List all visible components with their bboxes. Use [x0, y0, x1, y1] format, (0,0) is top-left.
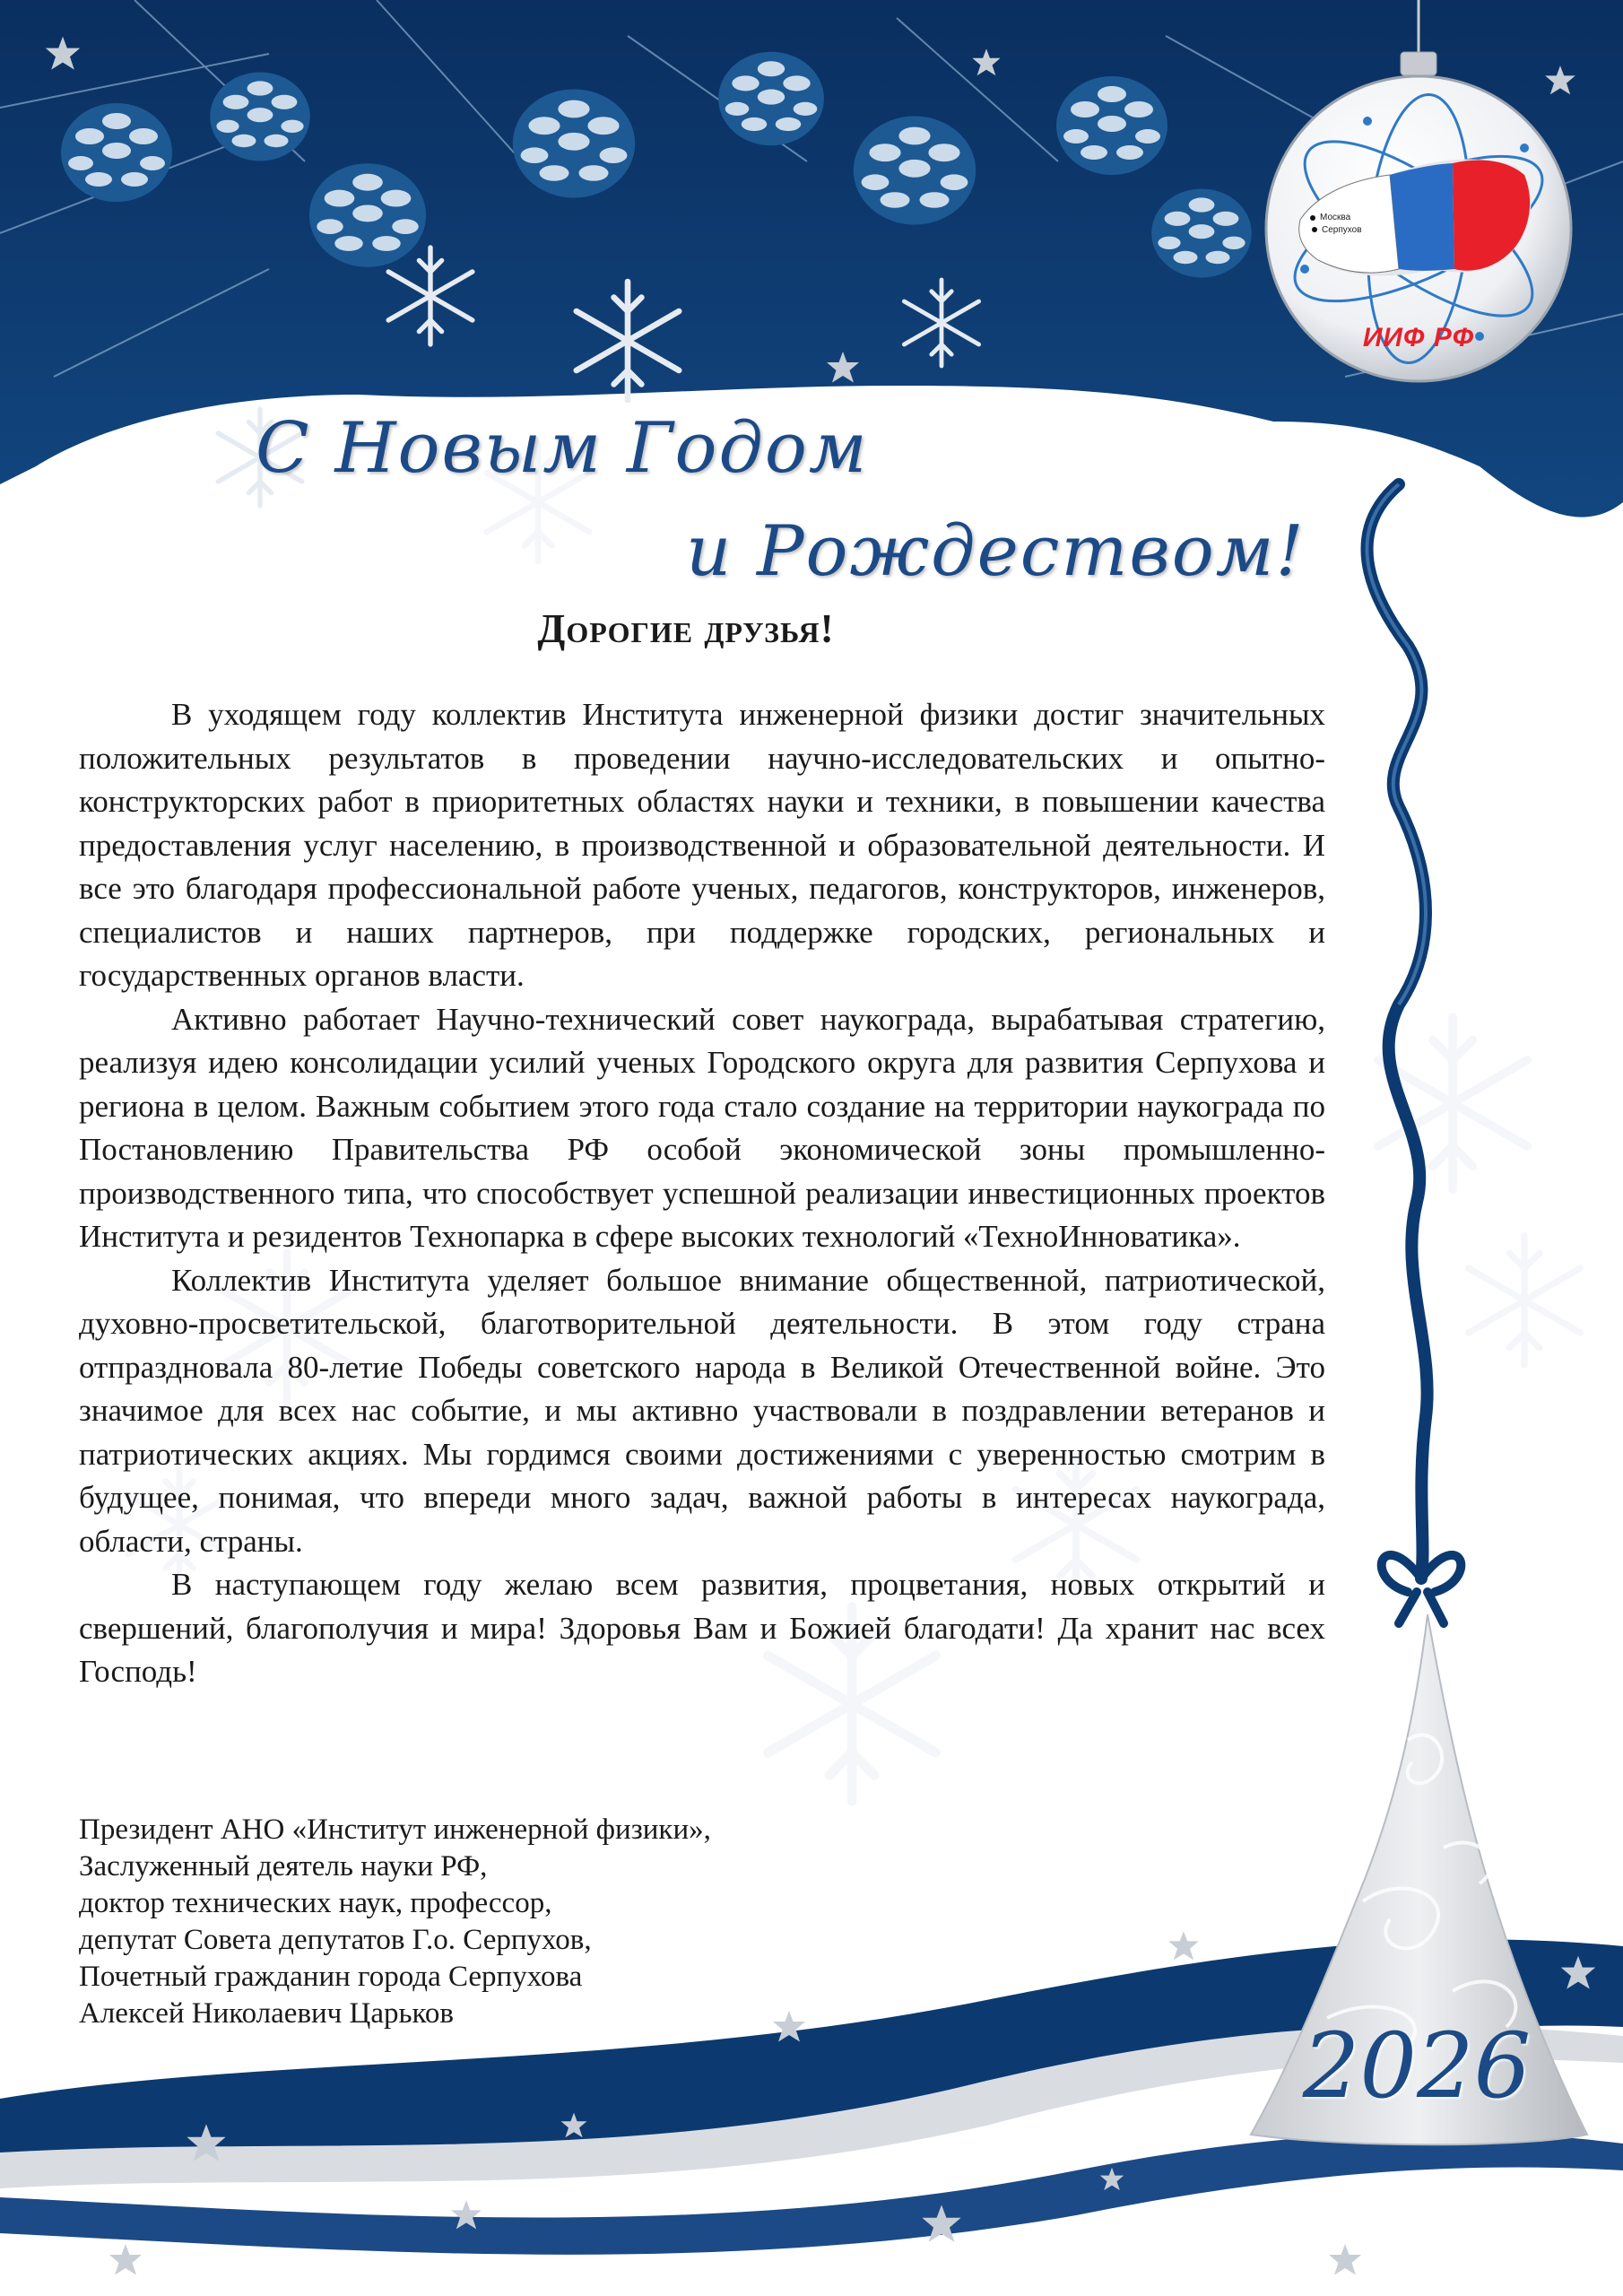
letter-body — [79, 693, 1325, 1694]
paragraph-2: Активно работает Научно-технический совет наукограда, вырабатывая стратегию, реализуя идею консолидации усилий ученых Городского округа для развития Серпухова и региона в целом. Важным событием этого года стало создание на территории наукограда по Постановлению Правительства РФ особой экономической зоны промышленно-производственного типа, что способствует успешной реализации инвестиционных проектов Института и резидентов Технопарка в сфере высоких технологий «ТехноИнноватика». — [79, 1001, 1325, 1254]
greeting: Дорогие друзья! — [537, 606, 835, 651]
signature-line: Почетный гражданин города Серпухова — [79, 1961, 583, 1993]
signature-name: Алексей Николаевич Царьков — [79, 1997, 454, 2030]
map-label-serpukhov: Серпухов — [1322, 225, 1362, 235]
paragraph-3: Коллектив Института уделяет большое внимание общественной, патриотической, духовно-просветительской, благотворительной деятельности. В этом году страна отпраздновала 80-летие Победы советского народа в Великой Отечественной войне. Это значимое для всех нас событие, и мы активно участвовали в поздравлении ветеранов и патриотических акциях. Мы гордимся своими достижениями с уверенностью смотрим в будущее, понимая, что впереди много задач, важной работы в интересах наукограда, области, страны. — [79, 1262, 1325, 1559]
year-label: 2026 — [1302, 2013, 1532, 2118]
signature-line: депутат Совета депутатов Г.о. Серпухов, — [79, 1924, 592, 1956]
logo-text: ИИФ РФ — [1362, 323, 1475, 352]
title-line-1: С Новым Годом — [256, 408, 869, 489]
map-label-moscow: Москва — [1320, 213, 1351, 222]
signature-line: Президент АНО «Институт инженерной физики», — [79, 1813, 711, 1846]
paragraph-1: В уходящем году коллектив Института инженерной физики достиг значительных положительных результатов в проведении научно-исследовательских и опытно-конструкторских работ в приоритетных областях науки и техники, в повышении качества предоставления услуг населению, в производственной и образовательной деятельности. И все это благодаря профессиональной работе ученых, педагогов, конструкторов, инженеров, специалистов и наших партнеров, при поддержке городских, региональных и государственных органов власти. — [79, 697, 1325, 993]
title-line-2: и Рождеством! — [686, 511, 1306, 592]
signature-line: доктор технических наук, профессор, — [79, 1887, 552, 1919]
signature-block — [79, 1812, 711, 2032]
paragraph-4: В наступающем году желаю всем развития, процветания, новых открытий и свершений, благополучия и мира! Здоровья Вам и Божией благодати! Да хранит нас всех Господь! — [79, 1567, 1325, 1689]
signature-line: Заслуженный деятель науки РФ, — [79, 1850, 488, 1883]
